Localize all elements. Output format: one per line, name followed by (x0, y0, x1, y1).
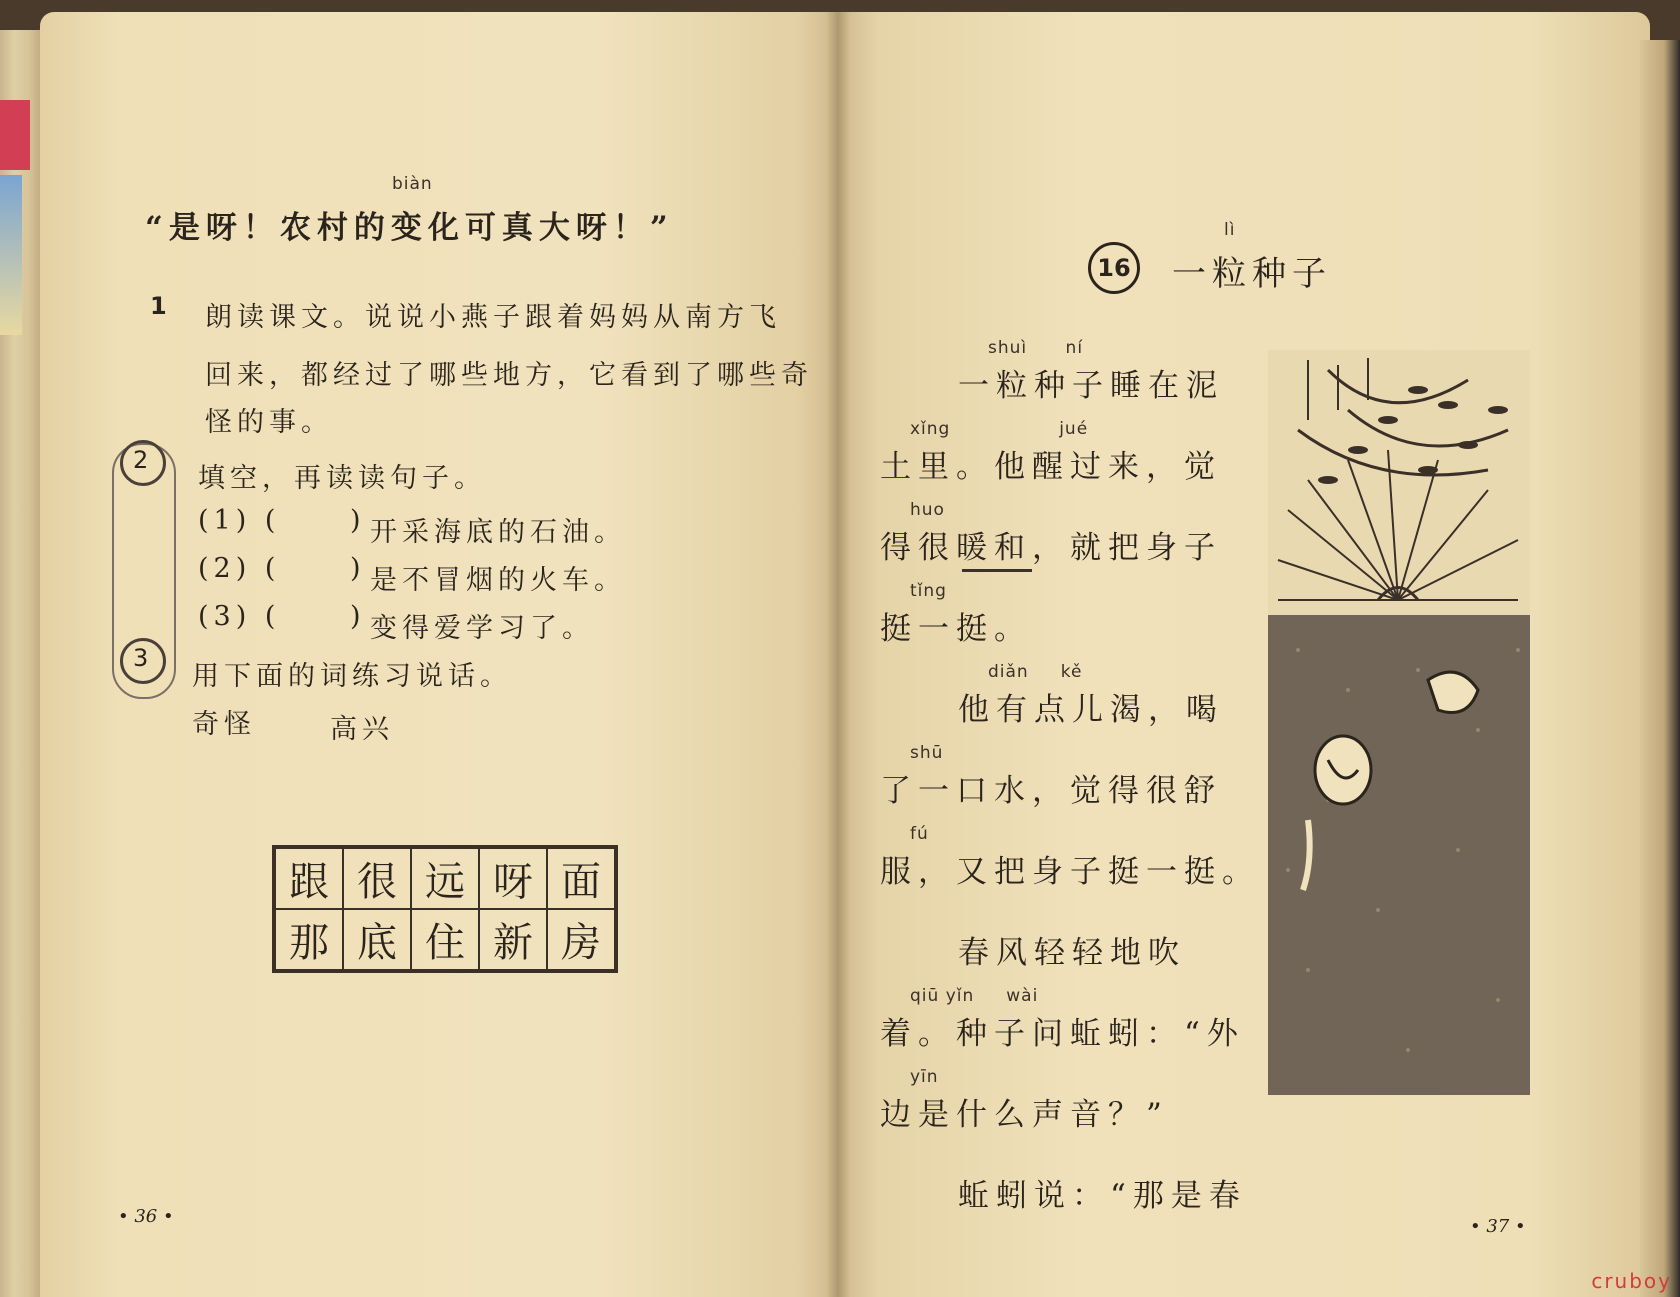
exercise-1-line-2: 回来，都经过了哪些地方，它看到了哪些奇 (205, 360, 813, 391)
book-edge-right (1640, 40, 1680, 1297)
exercise-3-title: 用下面的词练习说话。 (192, 661, 512, 692)
exercise-2-item-1-label: (1) ( (198, 505, 281, 536)
char-row-1 (274, 847, 616, 909)
lesson-line-pinyin: xǐng jué (910, 419, 1089, 439)
lesson-line: 得很暖和，就把身子 (880, 530, 1222, 566)
exercise-2-item-3-label: (3) ( (198, 601, 281, 632)
lesson-number-badge: 16 (1088, 242, 1140, 294)
new-characters-table (272, 845, 618, 973)
lesson-line-pinyin: qiū yǐn wài (910, 986, 1039, 1006)
exercise-3-word-1: 奇怪 (192, 709, 256, 740)
char-cell: 新 (479, 909, 547, 971)
exercise-3-number: 3 (133, 644, 149, 672)
page-number-right: • 37 • (1470, 1216, 1526, 1237)
text-underline-mark (962, 569, 1032, 572)
char-cell: 住 (411, 909, 479, 971)
char-cell: 很 (343, 847, 411, 909)
lesson-line-pinyin: diǎn kě (988, 662, 1083, 682)
char-cell: 房 (547, 909, 616, 971)
lesson-line: 挺一挺。 (880, 611, 1032, 647)
bookmark-tab-blue (0, 175, 22, 335)
exercise-2-title: 填空，再读读句子。 (198, 463, 486, 494)
seed-illustration (1268, 350, 1530, 1095)
lesson-line: 一粒种子睡在泥 (958, 368, 1224, 404)
exercise-2-item-2-label: (2) ( (198, 553, 281, 584)
title-pinyin: lì (1224, 220, 1236, 240)
char-cell: 远 (411, 847, 479, 909)
exercise-2-item-3-close: ) (350, 601, 366, 632)
char-cell: 跟 (274, 847, 343, 909)
lesson-line: 他有点儿渴，喝 (958, 692, 1224, 728)
exercise-2-item-3-text: 变得爱学习了。 (370, 613, 594, 644)
exercise-2-item-2-close: ) (350, 553, 366, 584)
exercise-2-item-1-text: 开采海底的石油。 (370, 517, 626, 548)
lesson-line-pinyin: tǐng (910, 581, 947, 601)
exercise-3-word-2: 高兴 (330, 714, 394, 745)
char-cell: 那 (274, 909, 343, 971)
exercise-2-number: 2 (133, 446, 149, 474)
char-row-2 (274, 909, 616, 971)
lesson-line-pinyin: yīn (910, 1067, 939, 1087)
lesson-line: 边是什么声音？” (880, 1097, 1169, 1133)
quote-line: “是呀！农村的变化可真大呀！” (145, 210, 674, 246)
char-cell: 呀 (479, 847, 547, 909)
lesson-title: 一粒种子 (1172, 254, 1332, 294)
exercise-1-number: 1 (150, 292, 167, 320)
lesson-line-pinyin: shū (910, 743, 944, 763)
lesson-line: 春风轻轻地吹 (958, 935, 1186, 971)
lesson-line: 服，又把身子挺一挺。 (880, 854, 1260, 890)
char-cell: 底 (343, 909, 411, 971)
lesson-line: 着。种子问蚯蚓：“外 (880, 1016, 1245, 1052)
book-gutter (826, 12, 850, 1297)
lesson-line: 蚯蚓说：“那是春 (958, 1178, 1247, 1214)
char-cell: 面 (547, 847, 616, 909)
watermark: cruboy (1591, 1269, 1672, 1293)
lesson-line: 土里。他醒过来，觉 (880, 449, 1222, 485)
lesson-line: 了一口水，觉得很舒 (880, 773, 1222, 809)
quote-pinyin: biàn (392, 174, 433, 194)
page-number-left: • 36 • (118, 1206, 174, 1227)
exercise-1-line-1: 朗读课文。说说小燕子跟着妈妈从南方飞 (205, 302, 781, 333)
lesson-line-pinyin: huo (910, 500, 945, 520)
exercise-1-line-3: 怪的事。 (205, 407, 333, 438)
bookmark-tab-red (0, 100, 30, 170)
lesson-line-pinyin: fú (910, 824, 929, 844)
lesson-line-pinyin: shuì ní (988, 338, 1084, 358)
exercise-2-item-2-text: 是不冒烟的火车。 (370, 565, 626, 596)
exercise-2-item-1-close: ) (350, 505, 366, 536)
